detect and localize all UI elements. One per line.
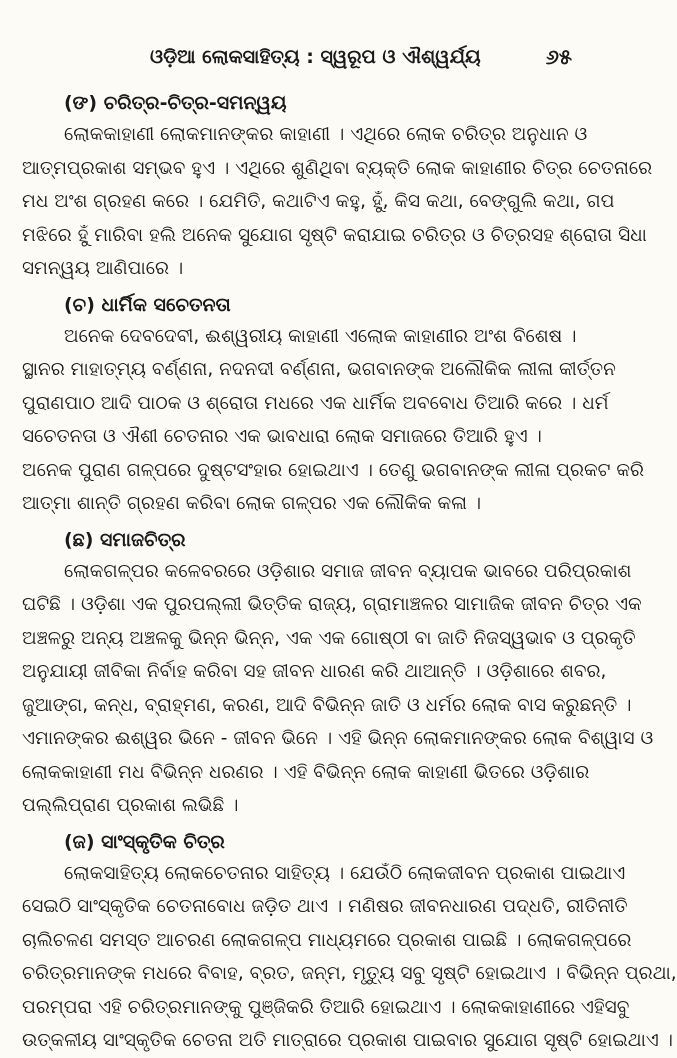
section-social-picture	[22, 525, 654, 823]
paragraph-line: ମଝିରେ ହୁଁ ମାରିବା ହଲି ଅନେକ ସୁଯୋଗ ସୃଷ୍ଟି କରାଯାଇ ଚରିତ୍ର ଓ ଚିତ୍ରସହ ଶ୍ରୋତା ସିଧା	[22, 224, 647, 246]
section-heading: (ଚ) ଧାର୍ମିକ ସଚେତନତା	[64, 293, 231, 316]
paragraph-line: ମଧ ଅଂଶ ଗ୍ରହଣ କରେ । ଯେମିତି, କଥାଟିଏ କହୁ, ହୁଁ, କିସ କଥା, ବେଙ୍ଗୁଲି କଥା, ଗପ	[22, 191, 615, 212]
paragraph-line: ଚରିତ୍ରମାନଙ୍କ ମଧରେ ବିବାହ, ବ୍ରତ, ଜନ୍ମ, ମୃତ୍ୟୁ ସବୁ ସୃଷ୍ଟି ହୋଇଥାଏ । ବିଭିନ୍ନ ପ୍ରଥା,	[22, 963, 677, 984]
paragraph-line: ଏମାନଙ୍କର ଈଶ୍ୱର ଭିନେ - ଜୀବନ ଭିନେ । ଏହି ଭିନ୍ନ ଲୋକମାନଙ୍କର ଲୋକ ବିଶ୍ୱାସ ଓ	[22, 728, 654, 749]
page-number: ୬୫	[545, 45, 572, 69]
paragraph-line: ଲୋକସାହିତ୍ୟ ଲୋକଚେତନାର ସାହିତ୍ୟ । ଯେଉଁଠି ଲୋକଜୀବନ ପ୍ରକାଶ ପାଇଥାଏ	[64, 862, 626, 884]
paragraph-line: ଅନେକ ଦେବଦେବୀ, ଈଶ୍ୱରୀୟ କାହାଣୀ ଏଲୋକ କାହାଣୀର ଅଂଶ ବିଶେଷ ।	[64, 325, 577, 347]
paragraph-line: ଅନୁଯାୟୀ ଜୀବିକା ନିର୍ବାହ କରିବା ସହ ଜୀବନ ଧାରଣ କରି ଥାଆନ୍ତି । ଓଡ଼ିଶାରେ ଶବର,	[22, 661, 607, 682]
paragraph-line: ଘଟିଛି । ଓଡ଼ିଶା ଏକ ପୁରପଲ୍ଲୀ ଭିତ୍ତିକ ରାଜ୍ୟ, ଗ୍ରାମାଞ୍ଚଳର ସାମାଜିକ ଜୀବନ ଚିତ୍ର ଏକ	[22, 594, 642, 615]
section-cultural-picture	[22, 827, 677, 1058]
header-title: ଓଡ଼ିଆ ଲୋକସାହିତ୍ୟ : ସ୍ୱରୂପ ଓ ଐଶ୍ୱର୍ଯ୍ୟ	[150, 46, 481, 68]
paragraph-line: ଲୋକକାହାଣୀ ଲୋକମାନଙ୍କର କାହାଣୀ । ଏଥିରେ ଲୋକ ଚରିତ୍ର ଅନୁଧାନ ଓ	[64, 124, 588, 145]
running-header	[0, 40, 600, 74]
paragraph-line: ସମନ୍ୱୟ ଆଣିପାରେ ।	[22, 258, 184, 279]
paragraph-line: ଅଞ୍ଚଳରୁ ଅନ୍ୟ ଅଞ୍ଚଳକୁ ଭିନ୍ନ ଭିନ୍ନ, ଏକ ଏକ ଗୋଷ୍ଠୀ ବା ଜାତି ନିଜସ୍ୱଭାବ ଓ ପ୍ରକୃତି	[22, 627, 636, 649]
paragraph-line: ଆତ୍ମା ଶାନ୍ତି ଗ୍ରହଣ କରିବା ଲୋକ ଗଳ୍ପର ଏକ ଲୌକିକ କଳା ।	[22, 493, 482, 514]
paragraph-line: ଚାଲିଚଳଣ ସମସ୍ତ ଆଚରଣ ଲୋକଗଳ୍ପ ମାଧ୍ୟମରେ ପ୍ରକାଶ ପାଇଛି । ଲୋକଗଳ୍ପରେ	[22, 929, 632, 951]
paragraph-line: ପରମ୍ପରା ଏହି ଚରିତ୍ରମାନଙ୍କୁ ପୁଞ୍ଜିକରି ତିଆରି ହୋଇଥାଏ । ଲୋକକାହାଣୀରେ ଏହିସବୁ	[22, 996, 630, 1018]
paragraph-line: ପଲ୍ଲିପ୍ରାଣ ପ୍ରକାଶ ଲଭିଛି ।	[22, 795, 239, 816]
paragraph-line: ଲୋକଗଳ୍ପର କଳେବରରେ ଓଡ଼ିଶାର ସମାଜ ଜୀବନ ବ୍ୟାପକ ଭାବରେ ପରିପ୍ରକାଶ	[64, 560, 632, 582]
section-heading: (ଙ) ଚରିତ୍ର-ଚିତ୍ର-ସମନ୍ୱୟ	[64, 92, 287, 114]
paragraph-line: ପୁରାଣପାଠ ଆଦି ପାଠକ ଓ ଶ୍ରୋତା ମଧରେ ଏକ ଧାର୍ମିକ ଅବବୋଧ ତିଆରି କରେ । ଧର୍ମ	[22, 392, 609, 414]
paragraph-line: ଅନେକ ପୁରାଣ ଗଳ୍ପରେ ଦୁଷ୍ଟସଂହାର ହୋଇଥାଏ । ତେଣୁ ଭଗବାନଙ୍କ ଲୀଳା ପ୍ରକଟ କରି	[22, 459, 645, 481]
page-content	[22, 88, 677, 1058]
section-heading: (ଜ) ସାଂସ୍କୃତିକ ଚିତ୍ର	[64, 830, 225, 853]
paragraph-line: ଲୋକକାହାଣୀ ମଧ ବିଭିନ୍ନ ଧରଣର । ଏହି ବିଭିନ୍ନ ଲୋକ କାହାଣୀ ଭିତରେ ଓଡ଼ିଶାର	[22, 761, 590, 783]
paragraph-line: ସେଇଠି ସାଂସ୍କୃତିକ ଚେତନାବୋଧ ଜଡ଼ିତ ଥାଏ । ମଣିଷର ଜୀବନଧାରଣ ପଦ୍ଧତି, ରୀତିନୀତି	[22, 896, 628, 917]
section-heading: (ଛ) ସମାଜଚିତ୍ର	[64, 528, 186, 551]
paragraph-line: ଉତ୍କଳୀୟ ସାଂସ୍କୃତିକ ଚେତନା ଅତି ମାତ୍ରାରେ ପ୍ରକାଶ ପାଇବାର ସୁଯୋଗ ସୃଷ୍ଟି ହୋଇଥାଏ ।	[22, 1030, 673, 1051]
section-religious-awareness	[22, 290, 645, 521]
section-character-picture	[22, 88, 653, 286]
paragraph-line: ସ୍ଥାନର ମାହାତ୍ମ୍ୟ ବର୍ଣ୍ଣନା, ନଦନଦୀ ବର୍ଣ୍ଣନା, ଭଗବାନଙ୍କ ଅଲୌକିକ ଲୀଳା କୀର୍ତ୍ତନ	[22, 359, 616, 380]
paragraph-line: ଆତ୍ମପ୍ରକାଶ ସମ୍ଭବ ହୁଏ । ଏଥିରେ ଶୁଣିଥିବା ବ୍ୟକ୍ତି ଲୋକ କାହାଣୀର ଚିତ୍ର ଚେତନାରେ	[22, 157, 653, 179]
paragraph-line: ଜୁଆଙ୍ଗ, କନ୍ଧ, ବ୍ରାହ୍ମଣ, କରଣ, ଆଦି ବିଭିନ୍ନ ଜାତି ଓ ଧର୍ମର ଲୋକ ବାସ କରୁଛନ୍ତି ।	[22, 694, 632, 716]
paragraph-line: ସଚେତନତା ଓ ଐଶୀ ଚେତନାର ଏକ ଭାବଧାରା ଲୋକ ସମାଜରେ ତିଆରି ହୁଏ ।	[22, 426, 542, 447]
